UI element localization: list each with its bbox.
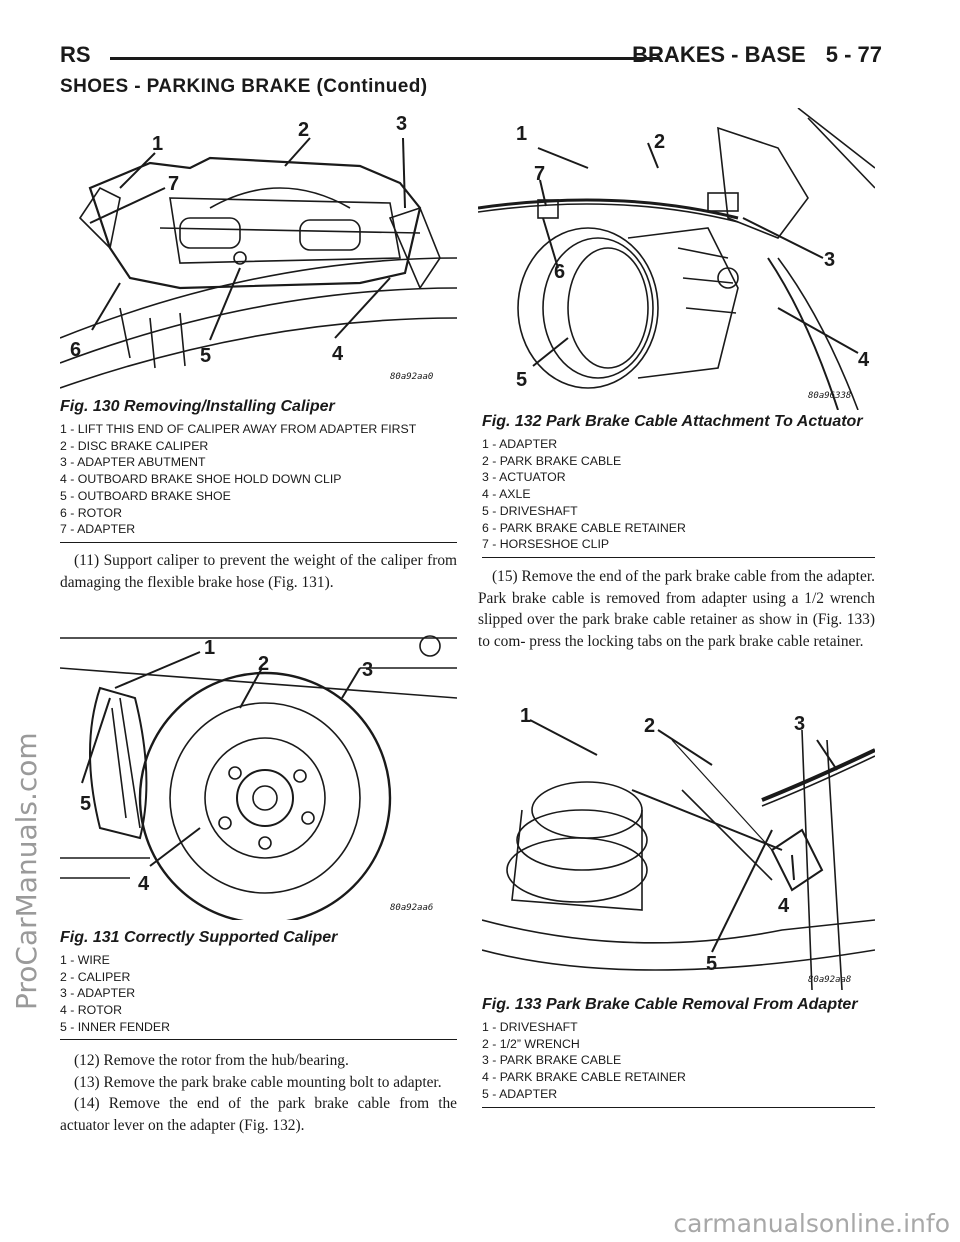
fig133-callout-4: 4 xyxy=(778,895,790,917)
step-12-text: (12) Remove the rotor from the hub/bearing. xyxy=(74,1052,349,1069)
fig131-rule xyxy=(60,1039,457,1040)
fig131-legend-item: 5 - INNER FENDER xyxy=(60,1019,170,1034)
fig133-legend-item: 5 - ADAPTER xyxy=(482,1086,558,1101)
figure-132-illustration xyxy=(478,108,875,410)
fig133-callout-3: 3 xyxy=(794,713,806,735)
fig133-callout-1: 1 xyxy=(520,705,532,727)
fig132-legend-item: 5 - DRIVESHAFT xyxy=(482,503,578,518)
fig130-legend-item: 1 - LIFT THIS END OF CALIPER AWAY FROM ADAPTER FIRST xyxy=(60,422,417,436)
fig132-callout-5: 5 xyxy=(516,369,528,391)
header-rule xyxy=(110,57,660,60)
fig130-callout-4: 4 xyxy=(332,343,344,365)
fig132-caption: Fig. 132 Park Brake Cable Attachment To Actuator xyxy=(482,413,863,430)
fig130-legend-item: 4 - OUTBOARD BRAKE SHOE HOLD DOWN CLIP xyxy=(60,472,342,487)
fig130-code: 80a92aa0 xyxy=(390,372,434,382)
fig131-callout-3: 3 xyxy=(362,659,374,681)
fig132-legend-item: 1 - ADAPTER xyxy=(482,437,558,451)
fig130-callout-1: 1 xyxy=(152,133,164,155)
fig133-rule xyxy=(482,1107,875,1108)
step-11-paragraph xyxy=(60,550,457,593)
fig133-callout-5: 5 xyxy=(706,953,718,975)
header-right xyxy=(632,42,882,68)
fig132-legend-item: 6 - PARK BRAKE CABLE RETAINER xyxy=(482,520,686,535)
section-title: SHOES - PARKING BRAKE (Continued) xyxy=(60,76,428,97)
fig132-code: 80a96338 xyxy=(808,391,852,401)
fig130-legend xyxy=(60,421,416,538)
fig131-callout-2: 2 xyxy=(258,653,270,675)
fig131-legend-item: 1 - WIRE xyxy=(60,953,110,967)
fig130-callouts xyxy=(70,113,407,367)
step-14-text: (14) Remove the end of the park brake cable from the actuator lever on the adapter (Fig. 132). xyxy=(60,1095,457,1134)
fig132-legend-item: 2 - PARK BRAKE CABLE xyxy=(482,453,622,468)
bottom-watermark: carmanualsonline.info xyxy=(673,1209,950,1238)
park-brake-cable-actuator-drawing xyxy=(478,108,875,410)
fig132-legend-item: 4 - AXLE xyxy=(482,487,531,502)
fig130-legend-item: 2 - DISC BRAKE CALIPER xyxy=(60,438,209,453)
step-15-text: (15) Remove the end of the park brake cable from the adapter. Park brake cable is removed from adapter using a 1/2 wrench slipped over the park brake cable retainer as show in (Fig. 133) to com- press the locking tabs on the park brake cable retainer. xyxy=(478,568,875,650)
fig131-callout-1: 1 xyxy=(204,637,216,659)
fig130-rule xyxy=(60,542,457,543)
header-left-label: RS xyxy=(60,42,91,67)
fig131-legend-item: 3 - ADAPTER xyxy=(60,986,136,1001)
step-15-paragraph xyxy=(478,566,875,652)
fig131-callout-5: 5 xyxy=(80,793,92,815)
fig131-callouts xyxy=(80,637,373,895)
steps-12-14 xyxy=(60,1050,457,1136)
fig130-callout-3: 3 xyxy=(396,113,408,135)
header-page-number: 5 - 77 xyxy=(825,42,882,67)
step-11-text: (11) Support caliper to prevent the weight of the caliper from damaging the flexible brake hose (Fig. 131). xyxy=(60,552,457,591)
fig132-callout-4: 4 xyxy=(858,349,870,371)
header-section-name: BRAKES - BASE xyxy=(632,42,806,67)
fig130-callout-6: 6 xyxy=(70,339,82,361)
fig133-legend-item: 2 - 1/2” WRENCH xyxy=(482,1036,580,1051)
fig133-caption: Fig. 133 Park Brake Cable Removal From Adapter xyxy=(482,996,858,1013)
fig132-callout-1: 1 xyxy=(516,123,528,145)
caliper-removal-drawing xyxy=(60,108,457,396)
fig131-code: 80a92aa6 xyxy=(390,903,434,913)
fig130-legend-item: 3 - ADAPTER ABUTMENT xyxy=(60,455,206,470)
fig131-callout-4: 4 xyxy=(138,873,150,895)
fig130-callout-2: 2 xyxy=(298,119,310,141)
fig133-legend-item: 4 - PARK BRAKE CABLE RETAINER xyxy=(482,1070,686,1085)
fig133-legend-item: 3 - PARK BRAKE CABLE xyxy=(482,1053,622,1068)
fig131-caption: Fig. 131 Correctly Supported Caliper xyxy=(60,929,338,946)
fig132-callout-6: 6 xyxy=(554,261,566,283)
fig132-legend xyxy=(482,436,686,553)
fig130-callout-7: 7 xyxy=(168,173,180,195)
fig131-legend xyxy=(60,952,170,1036)
fig132-callout-7: 7 xyxy=(534,163,546,185)
fig131-legend-item: 2 - CALIPER xyxy=(60,969,131,984)
supported-caliper-drawing xyxy=(60,628,457,920)
figure-131-illustration xyxy=(60,628,457,920)
step-13-text: (13) Remove the park brake cable mounting bolt to adapter. xyxy=(74,1073,442,1091)
fig131-legend-item: 4 - ROTOR xyxy=(60,1003,122,1018)
fig130-legend-item: 7 - ADAPTER xyxy=(60,522,136,537)
fig130-callout-5: 5 xyxy=(200,345,212,367)
figure-130-illustration xyxy=(60,108,457,396)
fig133-legend xyxy=(482,1019,686,1103)
fig132-rule xyxy=(482,557,875,558)
fig130-caption: Fig. 130 Removing/Installing Caliper xyxy=(60,398,335,415)
fig132-callout-3: 3 xyxy=(824,249,836,271)
fig130-legend-item: 5 - OUTBOARD BRAKE SHOE xyxy=(60,488,231,503)
fig132-callout-2: 2 xyxy=(654,131,666,153)
fig130-legend-item: 6 - ROTOR xyxy=(60,505,122,520)
fig133-legend-item: 1 - DRIVESHAFT xyxy=(482,1020,578,1034)
fig132-legend-item: 3 - ACTUATOR xyxy=(482,470,566,485)
cable-removal-drawing xyxy=(482,700,875,990)
fig133-callout-2: 2 xyxy=(644,715,656,737)
fig132-legend-item: 7 - HORSESHOE CLIP xyxy=(482,537,610,552)
fig133-code: 80a92aa8 xyxy=(808,975,852,985)
figure-133-illustration xyxy=(482,700,875,990)
side-watermark: ProCarManuals.com xyxy=(10,732,43,1010)
